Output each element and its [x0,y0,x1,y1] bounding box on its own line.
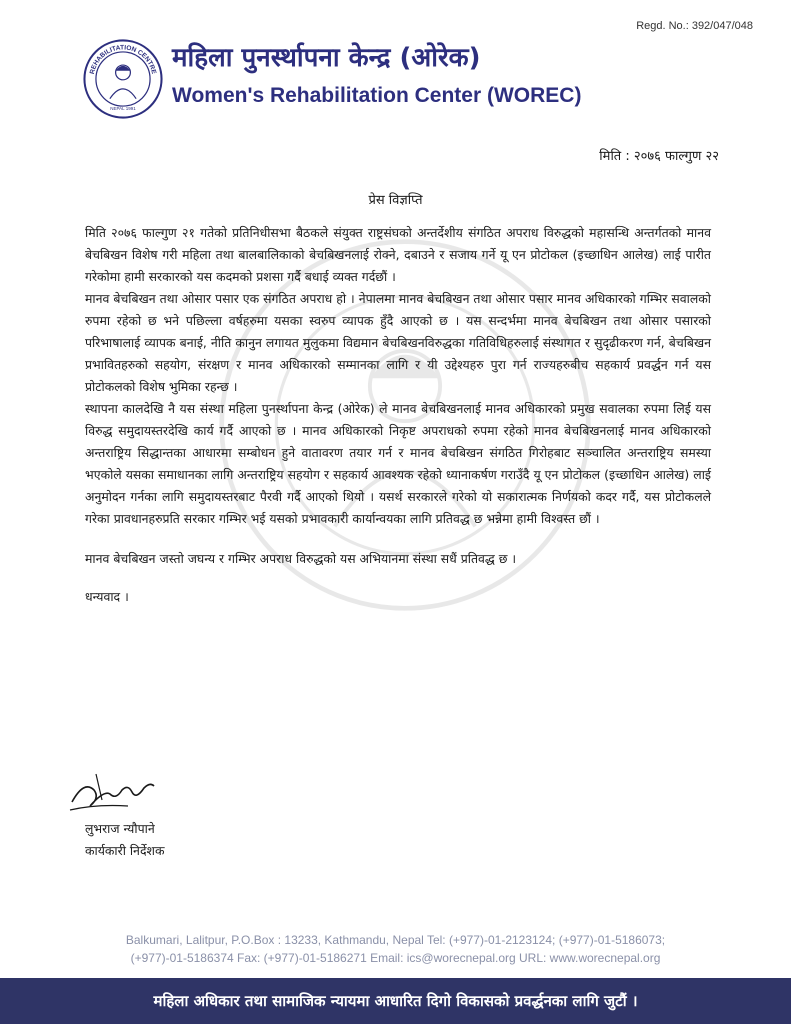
signer-name: लुभराज न्यौपाने [85,821,155,836]
handwritten-signature [66,760,156,820]
letter-date: मिति : २०७६ फाल्गुण २२ [599,149,719,164]
worec-logo [82,38,164,120]
closing-statement: मानव बेचबिखन जस्तो जघन्य र गम्भिर अपराध विरुद्धको यस अभियानमा संस्था सधैं प्रतिवद्ध छ । [85,551,517,566]
footer-banner [0,978,791,1024]
logo-year-text: NEPAL 1991 [110,106,136,112]
signer-block [85,818,164,862]
contact-info [0,931,791,967]
press-release-heading: प्रेस विज्ञप्ति [368,193,423,208]
thanks-line: धन्यवाद । [85,589,129,604]
logo-arc-text: REHABILITATION CENTRE [88,44,158,75]
registration-number: Regd. No.: 392/047/048 [636,20,753,32]
paragraph: स्थापना कालदेखि नै यस संस्था महिला पुनर्स्थापना केन्द्र (ओरेक) ले मानव बेचबिखनलाई मानव अधिकारको प्रमुख सवालका रुपमा लिई यस विरुद्ध समुदायस्तरदेखि कार्य गर्दै आएको छ । मानव अधिकारको निकृष्ट अपराधको रुपमा रहेको मानव बेचबिखनलाई मानव अधिकारको अन्तराष्ट्रिय सिद्धान्तका आधारमा सम्बोधन हुने वातावरण तयार गर्न र मानव बेचबिखन संगठित गिरोहबाट सञ्चालित अन्तराष्ट्रिय समस्या भएकोले यसका समाधानका लागि अन्तराष्ट्रिय सहयोग र सहकार्य आवश्यक रहेको ध्यानाकर्षण गराउँदै यू एन प्रोटोकल (इच्छाधिन आलेख) लाई अनुमोदन गर्नका लागि समुदायस्तरबाट पैरवी गर्दै आएको थियो । यसर्थ सरकारले गरेको यो सकारात्मक निर्णयको कदर गर्दै, यस प्रोटोकलले गरेका प्रावधानहरुप्रति सरकार गम्भिर भई यसको प्रभावकारी कार्यान्वयका लागि प्रतिवद्ध छ भन्नेमा हामी विश्वस्त छौं । [85,401,711,526]
paragraph: मिति २०७६ फाल्गुण २१ गतेको प्रतिनिधीसभा बैठकले संयुक्त राष्ट्रसंघको अन्तर्देशीय संगठित अपराध विरुद्धको महासन्धि अन्तर्गतको मानव बेचबिखन विशेष गरी महिला तथा बालबालिकाको बेचबिखनलाई रोक्ने, दबाउने र सजाय गर्ने यू एन प्रोटोकल (इच्छाधिन आलेख) लाई पारीत गरेकोमा हामी सरकारको यस कदमको प्रशसा गर्दै बधाई व्यक्त गर्दछौं । [85,225,711,284]
paragraph: मानव बेचबिखन तथा ओसार पसार एक संगठित अपराध हो । नेपालमा मानव बेचबिखन तथा ओसार पसार मानव अधिकारको गम्भिर सवालको रुपमा रहेको छ भने पछिल्ला वर्षहरुमा यसका स्वरुप व्यापक हुँदै आएको छ । यस सन्दर्भमा मानव बेचबिखन तथा ओसार पसारको परिभाषालाई व्यापक बनाई, नीति कानुन लगायत मुलुकमा विद्यमान बेचबिखनविरुद्धका गतिविधिहरुलाई संस्थागत र सुदृढीकरण गर्न, बेचबिखन प्रभावितहरुको सहयोग, संरक्षण र मानव अधिकारको सम्मानका लागि र यी उद्देश्यहरु पुरा गर्न राज्यहरुबीच सहकार्य प्रवर्द्धन गर्न यस प्रोटोकलको विशेष भुमिका रहन्छ । [85,291,711,394]
organization-name-english: Women's Rehabilitation Center (WOREC) [172,84,582,107]
organization-name-nepali: महिला पुनर्स्थापना केन्द्र (ओरेक) [172,43,481,73]
contact-line-1: Balkumari, Lalitpur, P.O.Box : 13233, Kathmandu, Nepal Tel: (+977)-01-2123124; (+977)-01-5186073; [125,933,666,947]
footer-slogan: महिला अधिकार तथा सामाजिक न्यायमा आधारित दिगो विकासको प्रवर्द्धनका लागि जुटौं । [153,992,638,1010]
letter-body [85,222,711,608]
contact-line-2: (+977)-01-5186374 Fax: (+977)-01-5186271 Email: ics@worecnepal.org URL: www.worecnepal.org [130,951,661,965]
signer-title: कार्यकारी निर्देशक [85,843,165,858]
